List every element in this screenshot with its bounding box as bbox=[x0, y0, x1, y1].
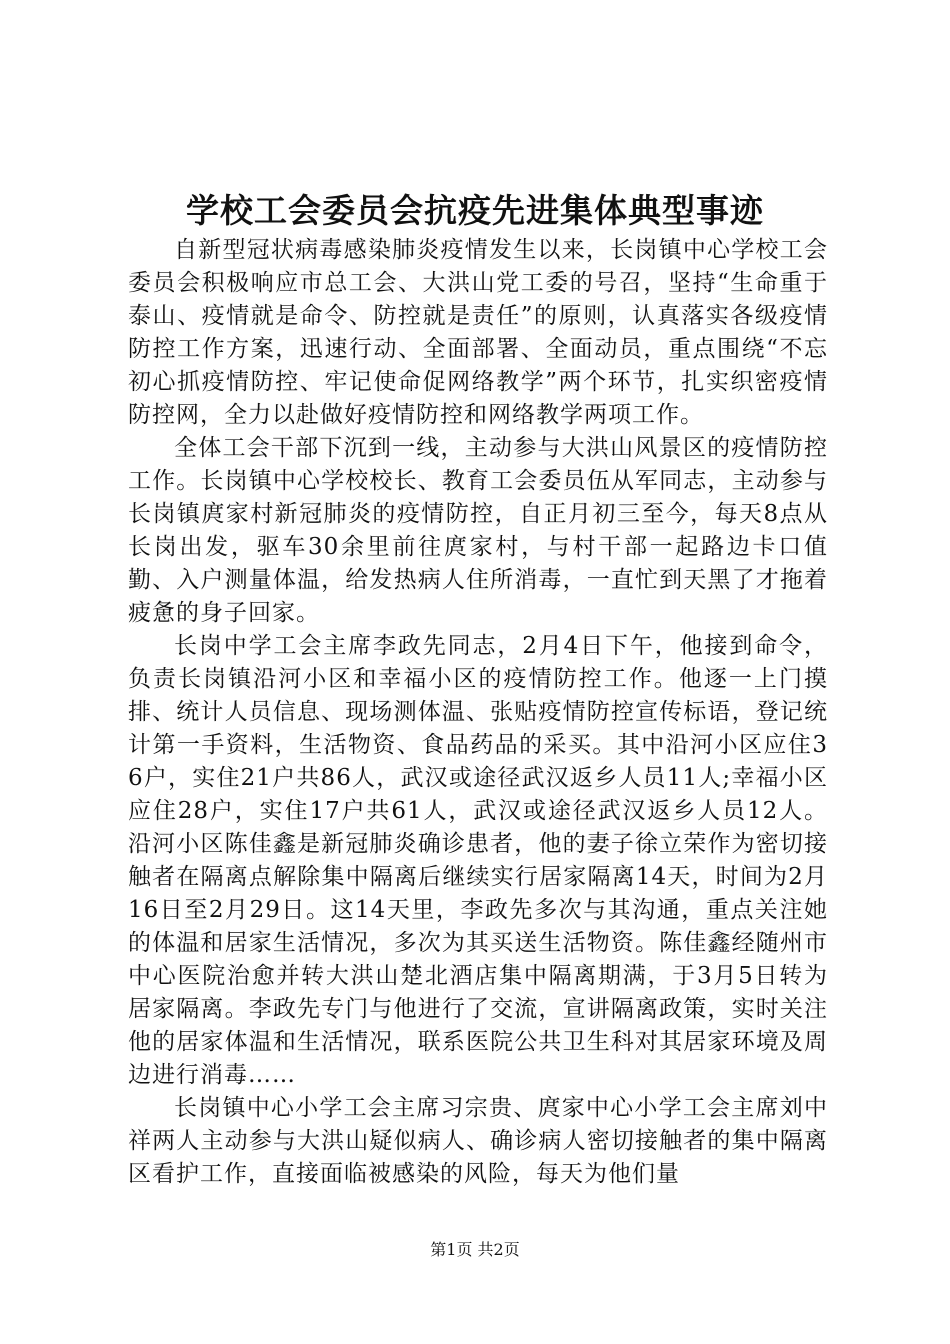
page-number-footer: 第1页 共2页 bbox=[430, 1240, 520, 1259]
paragraph-2: 全体工会干部下沉到一线，主动参与大洪山风景区的疫情防控工作。长岗镇中心学校校长、教育工会委员伍从军同志，主动参与长岗镇庹家村新冠肺炎的疫情防控，自正月初三至今，每天8点从长岗出发，驱车30余里前往庹家村，与村干部一起路边卡口值勤、入户测量体温，给发热病人住所消毒，一直忙到天黑了才拖着疲惫的身子回家。 bbox=[128, 435, 828, 626]
document-title: 学校工会委员会抗疫先进集体典型事迹 bbox=[186, 191, 764, 230]
paragraph-3: 长岗中学工会主席李政先同志，2月4日下午，他接到命令，负责长岗镇沿河小区和幸福小区的疫情防控工作。他逐一上门摸排、统计人员信息、现场测体温、张贴疫情防控宣传标语，登记统计第一手资料，生活物资、食品药品的采买。其中沿河小区应住36户，实住21户共86人，武汉或途径武汉返乡人员11人;幸福小区应住28户，实住17户共61人，武汉或途径武汉返乡人员12人。沿河小区陈佳鑫是新冠肺炎确诊患者，他的妻子徐立荣作为密切接触者在隔离点解除集中隔离后继续实行居家隔离14天，时间为2月16日至2月29日。这14天里，李政先多次与其沟通，重点关注她的体温和居家生活情况，多次为其买送生活物资。陈佳鑫经随州市中心医院治愈并转大洪山楚北酒店集中隔离期满，于3月5日转为居家隔离。李政先专门与他进行了交流，宣讲隔离政策，实时关注他的居家体温和生活情况，联系医院公共卫生科对其居家环境及周边进行消毒…… bbox=[128, 633, 828, 1088]
paragraph-1: 自新型冠状病毒感染肺炎疫情发生以来，长岗镇中心学校工会委员会积极响应市总工会、大洪山党工委的号召，坚持“生命重于泰山、疫情就是命令、防控就是责任”的原则，认真落实各级疫情防控工作方案，迅速行动、全面部署、全面动员，重点围绕“不忘初心抓疫情防控、牢记使命促网络教学”两个环节，扎实织密疫情防控网，全力以赴做好疫情防控和网络教学两项工作。 bbox=[128, 237, 828, 428]
document-body bbox=[128, 234, 828, 1191]
paragraph-4: 长岗镇中心小学工会主席习宗贵、庹家中心小学工会主席刘中祥两人主动参与大洪山疑似病人、确诊病人密切接触者的集中隔离区看护工作，直接面临被感染的风险，每天为他们量 bbox=[128, 1095, 828, 1187]
